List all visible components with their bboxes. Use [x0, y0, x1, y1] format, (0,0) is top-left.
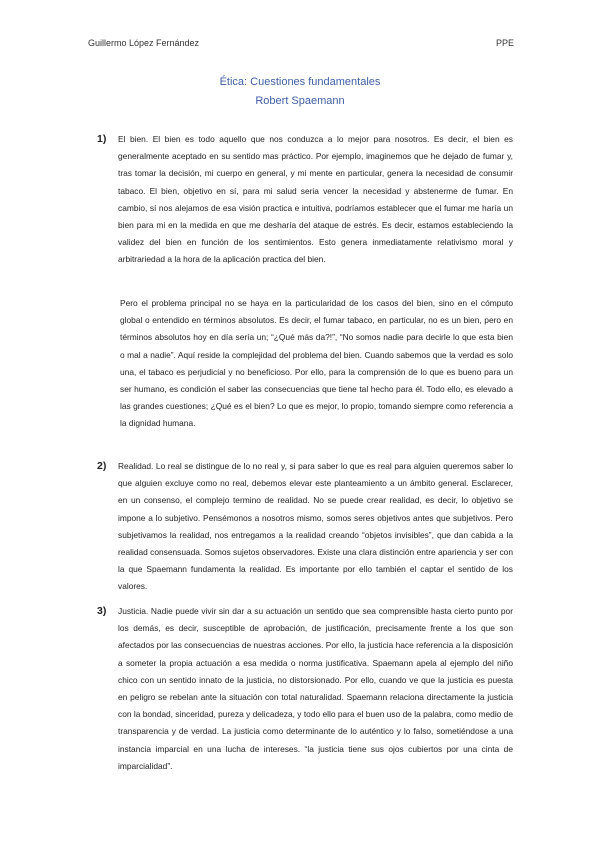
section-2-paragraph: Realidad. Lo real se distingue de lo no real y, si para saber lo que es real para alguien queremos saber lo que alguien excluye como no real, debemos elevar este planteamiento a un ámbito general. Esclarecer, en un consenso, el complejo termino de realidad. No se puede crear realidad, es decir, lo objetivo se impone a lo subjetivo. Pensémonos a nosotros mismo, somos seres objetivos antes que subjetivos. Pero subjetivamos la realidad, nos entregamos a la realidad creando “objetos invisibles”, que dan cabida a la realidad consensuada. Somos sujetos observadores. Existe una clara distinción entre apariencia y ser con la que Spaemann fundamenta la realidad. Es importante por ello también el captar el sentido de los valores.: [118, 461, 513, 592]
document-title: Ética: Cuestiones fundamentales: [219, 76, 381, 88]
section-number-2: 2): [97, 460, 107, 472]
section-3-paragraph: Justicia. Nadie puede vivir sin dar a su actuación un sentido que sea comprensible hasta cierto punto por los demás, es decir, susceptible de aprobación, de justificación, precisamente frente a los que son afectados por las consecuencias de nuestras acciones. Por ello, la justicia hace referencia a la disposición a someter la propia actuación a esa medida o norma justificativa. Spaemann apela al ejemplo del niño chico con un sentido innato de la justicia, no distorsionado. Por ello, cuando ve que la justicia es puesta en peligro se rebelan ante la situación con total naturalidad. Spaemann relaciona directamente la justicia con la bondad, sinceridad, pureza y delicadeza, y todo ello para el buen uso de la palabra, como medio de transparencia y de verdad. La justicia como determinante de lo auténtico y lo falso, sometiéndose a una instancia imparcial en una lucha de intereses. “la justicia tiene sus ojos cubiertos por una cinta de imparcialidad”.: [118, 606, 513, 771]
section-number-3: 3): [97, 605, 107, 617]
document-subtitle-author: Robert Spaemann: [255, 95, 345, 107]
header-course: PPE: [496, 38, 515, 48]
section-number-1: 1): [97, 133, 107, 145]
section-1-paragraph-2: Pero el problema principal no se haya en la particularidad de los casos del bien, sino en el cómputo global o entendido en términos absolutos. Es decir, el fumar tabaco, en particular, no es un bien, pero en términos absolutos hoy en día sería un; “¿Qué más da?!”, “No somos nadie para decirle lo que esta bien o mal a nadie”. Aquí reside la complejidad del problema del bien. Cuando sabemos que la verdad es solo una, el tabaco es perjudicial y no beneficioso. Por ello, para la comprensión de lo que es bueno para un ser humano, es condición el saber las consecuencias que tiene tal hecho para él. Todo ello, es elevado a las grandes cuestiones; ¿Qué es el bien? Lo que es mejor, lo propio, tomando siempre como referencia a la dignidad humana.: [120, 298, 513, 429]
header-author: Guillermo López Fernández: [88, 38, 200, 48]
section-1-paragraph: El bien. El bien es todo aquello que nos conduzca a lo mejor para nosotros. Es decir, el bien es generalmente aceptado en su sentido mas práctico. Por ejemplo, imaginemos que he dejado de fumar y, tras tomar la decisión, mi cuerpo en general, y mi mente en particular, genera la necesidad de consumir tabaco. El bien, objetivo en sí, para mi salud seria vencer la necesidad y abstenerme de fumar. En cambio, sí nos alejamos de esa visión practica e intuitiva, podríamos establecer que el fumar me haría un bien para mi en la medida en que me desharía del ataque de estrés. Es decir, estamos estableciendo la validez del bien en función de los sentimientos. Esto genera inmediatamente relativismo moral y arbitrariedad a la hora de la aplicación practica del bien.: [118, 134, 513, 265]
